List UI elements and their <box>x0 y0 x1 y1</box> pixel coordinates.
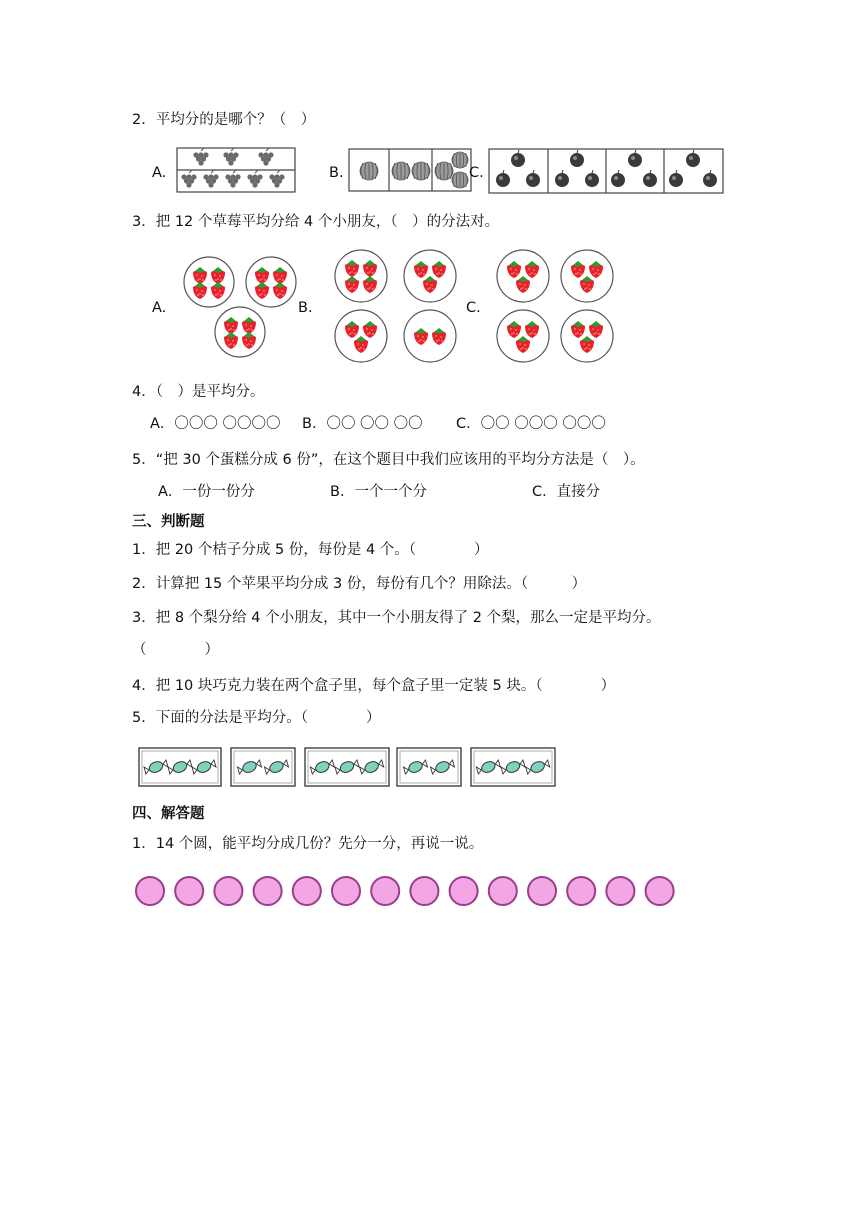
q3-option-a-strawberry-groups <box>180 252 300 360</box>
apple-icon <box>628 150 642 167</box>
judge-item-5: 5．下面的分法是平均分。（ ） <box>132 710 381 726</box>
pink-circle <box>450 877 478 905</box>
watermelon-icon <box>435 162 453 180</box>
judge-item-3-answer: （ ） <box>132 642 219 658</box>
watermelon-icon <box>392 162 410 180</box>
plate-circle <box>561 310 613 362</box>
pink-circle <box>410 877 438 905</box>
plate-circle <box>497 250 549 302</box>
pink-circle <box>254 877 282 905</box>
q2-option-b-label: B. <box>329 165 344 181</box>
q3-option-c-strawberry-groups <box>492 246 618 364</box>
q5-option-a: A．一份一份分 <box>158 484 255 500</box>
grape-icon <box>258 148 273 166</box>
apple-icon <box>669 170 683 187</box>
grape-icon <box>269 170 284 188</box>
judge-item-4: 4．把 10 块巧克力装在两个盒子里，每个盒子里一定装 5 块。（ ） <box>132 678 616 694</box>
grape-icon <box>247 170 262 188</box>
pink-circle <box>606 877 634 905</box>
candy-box <box>231 748 295 786</box>
apple-icon <box>643 170 657 187</box>
pink-circle <box>489 877 517 905</box>
pink-circle <box>371 877 399 905</box>
grape-icon <box>223 148 238 166</box>
q2-option-c-apples-image <box>488 148 724 194</box>
grape-icon <box>225 170 240 188</box>
q4-option-c: C．〇〇 〇〇〇 〇〇〇 <box>456 416 606 432</box>
apple-icon <box>703 170 717 187</box>
q2-option-a-grapes-image <box>176 147 296 193</box>
section4-title: 四、解答题 <box>132 806 205 822</box>
q4-option-a: A．〇〇〇 〇〇〇〇 <box>150 416 281 432</box>
q3-option-c-label: C. <box>466 300 481 316</box>
apple-icon <box>611 170 625 187</box>
section3-title: 三、判断题 <box>132 514 205 530</box>
answer-item-1: 1．14 个圆，能平均分成几份？先分一分，再说一说。 <box>132 836 484 852</box>
grape-icon <box>203 170 218 188</box>
pink-circle <box>528 877 556 905</box>
q4-option-b: B．〇〇 〇〇 〇〇 <box>302 416 423 432</box>
judge-item-1: 1．把 20 个桔子分成 5 份，每份是 4 个。（ ） <box>132 542 489 558</box>
q3-option-a-label: A. <box>152 300 167 316</box>
candy-boxes-image <box>138 745 558 791</box>
q3-option-b-label: B. <box>298 300 313 316</box>
q4-text: 4．（ ）是平均分。 <box>132 384 265 400</box>
plate-circle <box>335 310 387 362</box>
pink-circle <box>567 877 595 905</box>
watermelon-icon <box>452 152 468 168</box>
grape-icon <box>181 170 196 188</box>
apple-icon <box>511 150 525 167</box>
pink-circles-image <box>134 874 678 908</box>
apple-icon <box>526 170 540 187</box>
candy-box <box>397 748 461 786</box>
pink-circle <box>646 877 674 905</box>
q5-option-b: B．一个一个分 <box>330 484 427 500</box>
q2-text: 2．平均分的是哪个？（ ） <box>132 112 316 128</box>
apple-icon <box>585 170 599 187</box>
plate-circle <box>184 257 234 307</box>
apple-icon <box>686 150 700 167</box>
q5-text: 5．“把 30 个蛋糕分成 6 份”，在这个题目中我们应该用的平均分方法是（ ）。 <box>132 452 645 468</box>
plate-circle <box>404 250 456 302</box>
apple-icon <box>555 170 569 187</box>
apple-icon <box>570 150 584 167</box>
pink-circle <box>175 877 203 905</box>
grape-icon <box>193 148 208 166</box>
candy-box <box>139 748 221 786</box>
plate-circle <box>335 250 387 302</box>
pink-circle <box>136 877 164 905</box>
watermelon-icon <box>412 162 430 180</box>
plate-circle <box>561 250 613 302</box>
pink-circle <box>293 877 321 905</box>
q2-option-c-label: C. <box>469 165 484 181</box>
plate-circle <box>246 257 296 307</box>
plate-circle <box>497 310 549 362</box>
q3-option-b-strawberry-groups <box>330 246 460 364</box>
q2-option-b-watermelons-image <box>348 148 472 192</box>
apple-icon <box>496 170 510 187</box>
plate-circle <box>404 310 456 362</box>
pink-circle <box>214 877 242 905</box>
q3-text: 3．把 12 个草莓平均分给 4 个小朋友，（ ）的分法对。 <box>132 214 500 230</box>
judge-item-2: 2．计算把 15 个苹果平均分成 3 份，每份有几个？用除法。（ ） <box>132 576 587 592</box>
candy-box <box>471 748 555 786</box>
watermelon-icon <box>360 162 378 180</box>
judge-item-3: 3．把 8 个梨分给 4 个小朋友，其中一个小朋友得了 2 个梨，那么一定是平均分。 <box>132 610 661 626</box>
candy-box <box>305 748 389 786</box>
q5-option-c: C．直接分 <box>532 484 601 500</box>
q2-option-a-label: A. <box>152 165 167 181</box>
watermelon-icon <box>452 172 468 188</box>
pink-circle <box>332 877 360 905</box>
plate-circle <box>215 307 265 357</box>
